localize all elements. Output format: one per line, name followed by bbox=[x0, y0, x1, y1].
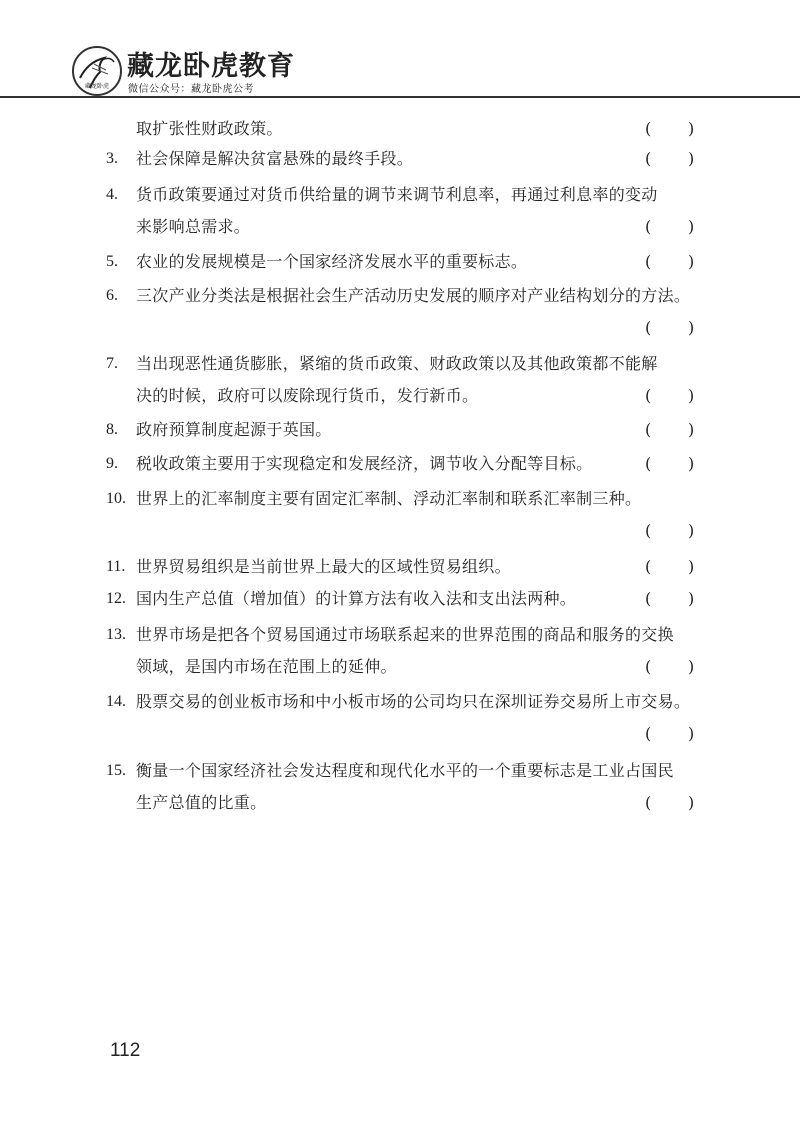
question-line bbox=[0, 759, 800, 783]
answer-paren-close: ) bbox=[688, 557, 695, 576]
question-number: 10. bbox=[106, 490, 126, 507]
answer-paren-close: ) bbox=[688, 217, 695, 236]
answer-paren-close: ) bbox=[688, 119, 695, 138]
question-line bbox=[0, 623, 800, 647]
answer-paren-close: ) bbox=[688, 149, 695, 168]
question-text: 世界市场是把各个贸易国通过市场联系起来的世界范围的商品和服务的交换 bbox=[136, 625, 674, 644]
page-header bbox=[0, 0, 800, 98]
question-line bbox=[0, 384, 800, 408]
question-number: 3. bbox=[106, 150, 118, 167]
question-text: 领域，是国内市场在范围上的延伸。 bbox=[136, 657, 397, 676]
question-line bbox=[0, 250, 800, 274]
brand-logo bbox=[72, 46, 122, 96]
question-line bbox=[0, 284, 800, 308]
answer-paren-open: ( bbox=[645, 454, 652, 473]
question-text: 国内生产总值（增加值）的计算方法有收入法和支出法两种。 bbox=[136, 589, 577, 608]
answer-paren-open: ( bbox=[645, 657, 652, 676]
question-text: 政府预算制度起源于英国。 bbox=[136, 420, 332, 439]
answer-paren-open: ( bbox=[645, 557, 652, 576]
answer-paren-open: ( bbox=[645, 386, 652, 405]
answer-paren-open: ( bbox=[645, 724, 652, 743]
question-line bbox=[0, 117, 800, 141]
answer-paren-open: ( bbox=[645, 318, 652, 337]
answer-paren-close: ) bbox=[688, 386, 695, 405]
question-text: 决的时候，政府可以废除现行货币，发行新币。 bbox=[136, 386, 479, 405]
answer-paren-close: ) bbox=[688, 318, 695, 337]
logo-text: 藏龙卧虎 bbox=[84, 83, 110, 90]
question-line bbox=[0, 519, 800, 543]
question-text: 生产总值的比重。 bbox=[136, 793, 267, 812]
question-number: 11. bbox=[106, 558, 126, 575]
question-text: 当出现恶性通货膨胀，紧缩的货币政策、财政政策以及其他政策都不能解 bbox=[136, 354, 658, 373]
question-number: 9. bbox=[106, 455, 118, 472]
question-number: 7. bbox=[106, 355, 118, 372]
question-line bbox=[0, 587, 800, 611]
answer-paren-close: ) bbox=[688, 420, 695, 439]
question-text: 衡量一个国家经济社会发达程度和现代化水平的一个重要标志是工业占国民 bbox=[136, 761, 674, 780]
answer-paren-open: ( bbox=[645, 521, 652, 540]
question-line bbox=[0, 183, 800, 207]
question-number: 14. bbox=[106, 693, 126, 710]
question-number: 5. bbox=[106, 253, 118, 270]
question-line bbox=[0, 655, 800, 679]
question-line bbox=[0, 418, 800, 442]
question-number: 6. bbox=[106, 287, 118, 304]
answer-paren-close: ) bbox=[688, 657, 695, 676]
question-text: 社会保障是解决贫富悬殊的最终手段。 bbox=[136, 149, 414, 168]
question-text: 三次产业分类法是根据社会生产活动历史发展的顺序对产业结构划分的方法。 bbox=[136, 286, 691, 305]
question-line bbox=[0, 352, 800, 376]
question-number: 12. bbox=[106, 590, 126, 607]
answer-paren-open: ( bbox=[645, 119, 652, 138]
answer-paren-close: ) bbox=[688, 521, 695, 540]
crane-logo-icon bbox=[74, 48, 120, 94]
question-number: 15. bbox=[106, 762, 126, 779]
question-number: 8. bbox=[106, 421, 118, 438]
page-number: 112 bbox=[110, 1040, 141, 1061]
question-line bbox=[0, 147, 800, 171]
answer-paren-open: ( bbox=[645, 217, 652, 236]
answer-paren-open: ( bbox=[645, 793, 652, 812]
answer-paren-close: ) bbox=[688, 252, 695, 271]
question-line bbox=[0, 555, 800, 579]
question-number: 13. bbox=[106, 626, 126, 643]
question-text: 世界上的汇率制度主要有固定汇率制、浮动汇率制和联系汇率制三种。 bbox=[136, 489, 642, 508]
answer-paren-close: ) bbox=[688, 454, 695, 473]
answer-paren-open: ( bbox=[645, 149, 652, 168]
question-text: 税收政策主要用于实现稳定和发展经济，调节收入分配等目标。 bbox=[136, 454, 593, 473]
question-line bbox=[0, 722, 800, 746]
question-number: 4. bbox=[106, 186, 118, 203]
header-divider bbox=[0, 96, 800, 98]
question-text: 农业的发展规模是一个国家经济发展水平的重要标志。 bbox=[136, 252, 528, 271]
brand-title: 藏龙卧虎教育 bbox=[127, 51, 295, 82]
question-line bbox=[0, 791, 800, 815]
question-text: 来影响总需求。 bbox=[136, 217, 251, 236]
question-text: 世界贸易组织是当前世界上最大的区域性贸易组织。 bbox=[136, 557, 511, 576]
question-line bbox=[0, 215, 800, 239]
answer-paren-open: ( bbox=[645, 252, 652, 271]
question-line bbox=[0, 487, 800, 511]
question-line bbox=[0, 316, 800, 340]
question-text: 股票交易的创业板市场和中小板市场的公司均只在深圳证券交易所上市交易。 bbox=[136, 692, 691, 711]
brand-subtitle: 微信公众号：藏龙卧虎公考 bbox=[128, 84, 254, 95]
answer-paren-close: ) bbox=[688, 793, 695, 812]
answer-paren-close: ) bbox=[688, 589, 695, 608]
answer-paren-open: ( bbox=[645, 420, 652, 439]
question-line bbox=[0, 452, 800, 476]
question-text: 货币政策要通过对货币供给量的调节来调节利息率，再通过利息率的变动 bbox=[136, 185, 658, 204]
answer-paren-close: ) bbox=[688, 724, 695, 743]
question-text: 取扩张性财政政策。 bbox=[136, 119, 283, 138]
answer-paren-open: ( bbox=[645, 589, 652, 608]
question-line bbox=[0, 690, 800, 714]
